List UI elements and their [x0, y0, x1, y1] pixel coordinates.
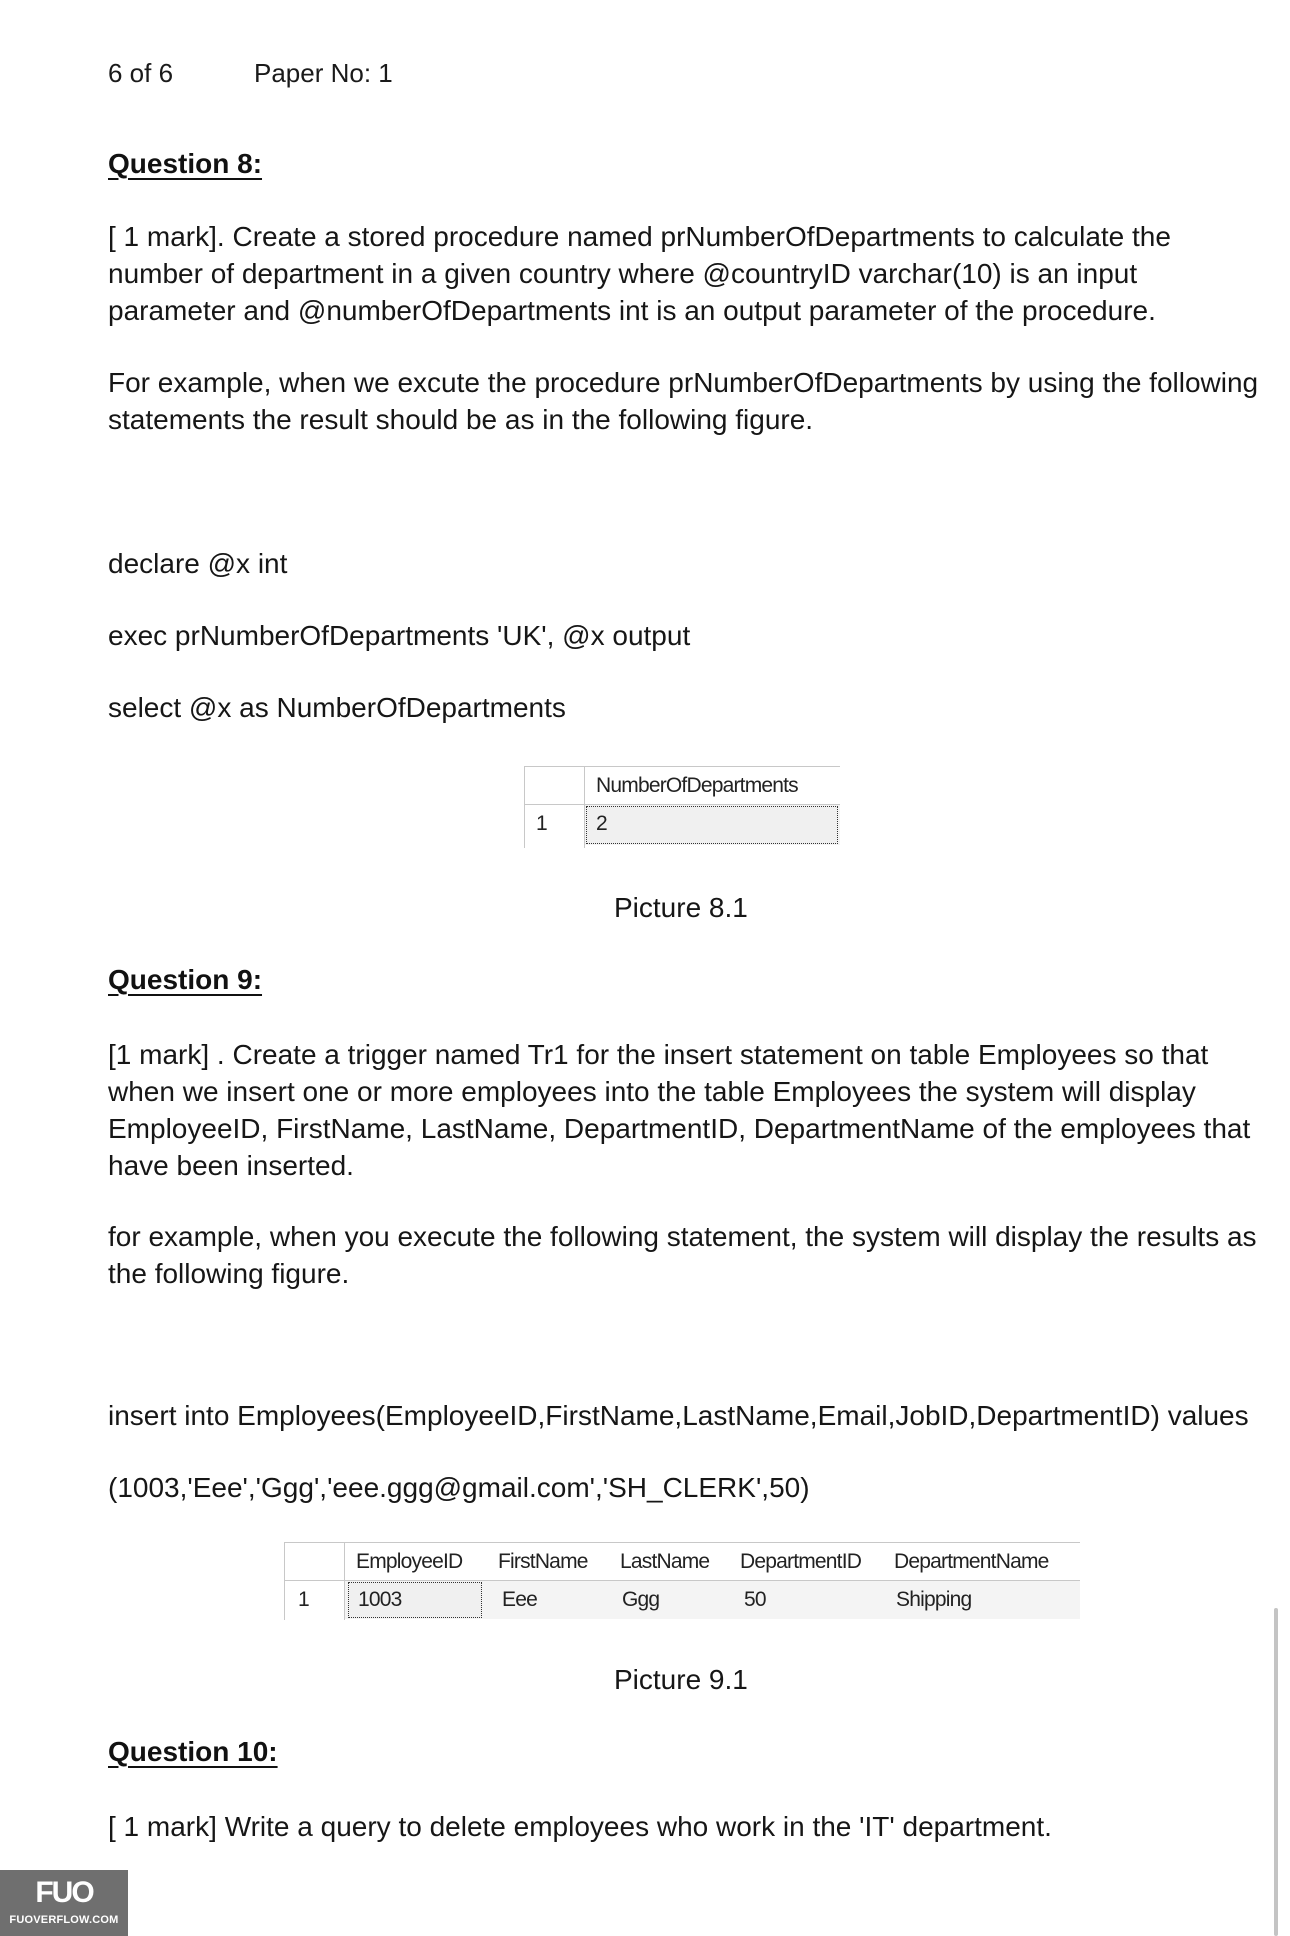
q9-column-employee-id: EmployeeID	[356, 1550, 463, 1573]
question-8-description: [ 1 mark]. Create a stored procedure named prNumberOfDepartments to calculate the number of department in a given country where @countryID varchar(10) is an input parameter and @numberOfDepartments int is an output parameter of the procedure.	[108, 221, 1171, 326]
question-9-title: Question 9:	[108, 964, 263, 995]
q9-caption: Picture 9.1	[614, 1664, 748, 1695]
q9-row-number: 1	[298, 1588, 309, 1611]
vertical-scrollbar[interactable]	[1274, 1608, 1278, 1936]
q8-code-line-2: exec prNumberOfDepartments 'UK', @x output	[108, 620, 691, 651]
q9-value-first-name: Eee	[502, 1588, 537, 1611]
question-10-description: [ 1 mark] Write a query to delete employees who work in the 'IT' department.	[108, 1811, 1052, 1842]
q9-value-last-name: Ggg	[622, 1588, 660, 1611]
fuoverflow-watermark	[0, 1870, 128, 1936]
q8-code-line-3: select @x as NumberOfDepartments	[108, 692, 566, 723]
q9-column-last-name: LastName	[620, 1550, 710, 1573]
question-9-example-intro: for example, when you execute the following statement, the system will display the results as the following figure.	[108, 1221, 1257, 1289]
q9-code-line-1: insert into Employees(EmployeeID,FirstName,LastName,Email,JobID,DepartmentID) values	[108, 1400, 1249, 1431]
q9-value-department-id: 50	[744, 1588, 766, 1611]
q8-column-header: NumberOfDepartments	[596, 774, 798, 797]
q8-result-cell	[586, 806, 838, 844]
q9-column-department-name: DepartmentName	[894, 1550, 1049, 1573]
q8-caption: Picture 8.1	[614, 892, 748, 923]
q9-column-department-id: DepartmentID	[740, 1550, 862, 1573]
question-8-example-intro: For example, when we excute the procedure prNumberOfDepartments by using the following statements the result should be as in the following figure.	[108, 367, 1259, 435]
q8-result-value: 2	[596, 812, 607, 835]
q9-value-employee-id: 1003	[358, 1588, 402, 1611]
q9-value-department-name: Shipping	[896, 1588, 972, 1611]
q8-result-grid	[524, 766, 844, 848]
q9-column-first-name: FirstName	[498, 1550, 588, 1573]
question-9-description: [1 mark] . Create a trigger named Tr1 for the insert statement on table Employees so that when we insert one or more employees into the table Employees the system will display EmployeeID, FirstName, LastName, DepartmentID, DepartmentName of the employees that have been inserted.	[108, 1039, 1251, 1181]
q8-row-number: 1	[536, 812, 547, 835]
q9-code-line-2: (1003,'Eee','Ggg','eee.ggg@gmail.com','SH_CLERK',50)	[108, 1472, 810, 1503]
paper-number: Paper No: 1	[254, 58, 393, 88]
question-10-title: Question 10:	[108, 1736, 278, 1767]
fuo-logo: FUO	[35, 1876, 93, 1909]
q9-result-grid	[284, 1542, 1084, 1624]
question-8-title: Question 8:	[108, 148, 263, 179]
q8-code-line-1: declare @x int	[108, 548, 288, 579]
fuoverflow-site-text: FUOVERFLOW.COM	[9, 1914, 119, 1926]
page-indicator: 6 of 6	[108, 58, 174, 88]
